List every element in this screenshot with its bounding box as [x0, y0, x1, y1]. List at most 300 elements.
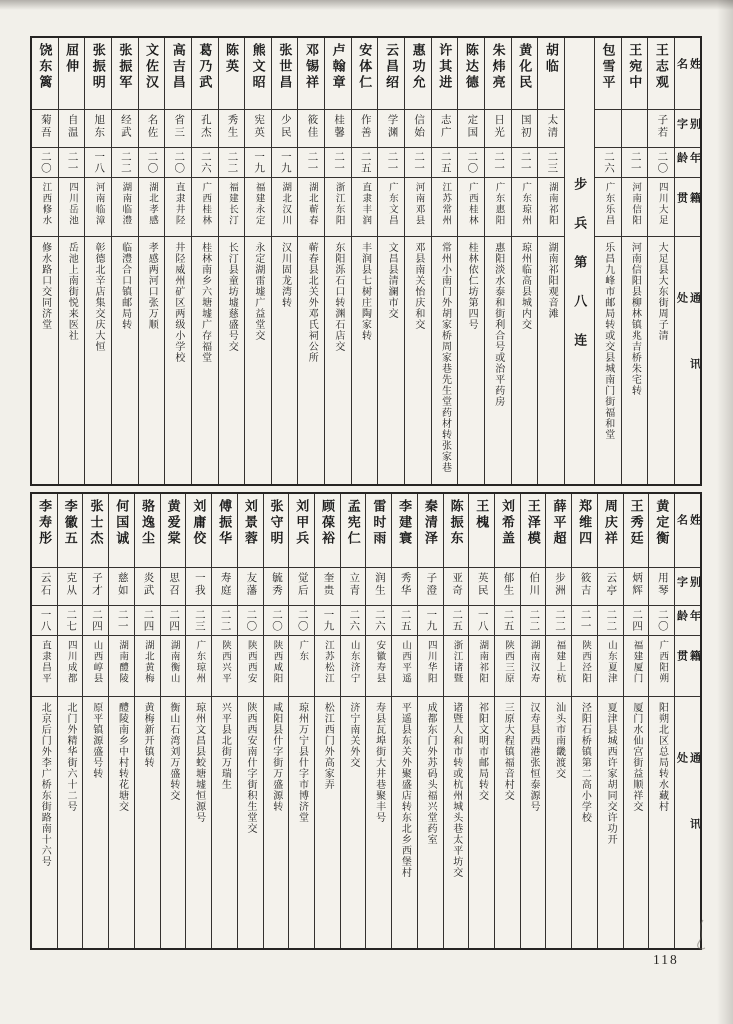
person-addr: 汕头市南畿渡交	[553, 701, 565, 779]
courtesy-name-cell	[112, 109, 138, 147]
column-heading-addr: 通讯处	[675, 292, 700, 425]
address-cell	[366, 696, 391, 948]
name-cell	[165, 38, 191, 109]
address-cell	[298, 236, 324, 484]
name-cell	[135, 494, 160, 567]
age-cell	[161, 605, 186, 635]
address-cell	[649, 696, 674, 948]
person-age: 二三	[546, 151, 558, 175]
person-name: 李寿彤	[37, 499, 53, 547]
person-origin: 湖南衡山	[168, 640, 179, 685]
person-column	[520, 494, 546, 948]
person-column	[84, 38, 111, 484]
person-addr: 三原大程镇福音村交	[502, 701, 514, 801]
origin-cell	[109, 635, 134, 696]
header-cell-age	[675, 605, 700, 635]
courtesy-name-cell	[495, 567, 520, 606]
courtesy-name-cell	[83, 567, 108, 606]
person-origin: 直隶丰润	[360, 181, 371, 226]
courtesy-name-cell	[272, 109, 298, 147]
age-cell	[341, 605, 366, 635]
person-name: 王秀廷	[628, 499, 644, 547]
person-origin: 湖北孝感	[146, 181, 157, 226]
person-age: 二一	[386, 151, 398, 175]
courtesy-name-cell	[212, 567, 237, 606]
courtesy-name-cell	[366, 567, 391, 606]
person-name: 薛平超	[551, 499, 567, 547]
person-addr: 井陉威州矿区两级小学校	[172, 242, 184, 364]
address-cell	[85, 236, 111, 484]
person-name: 刘景蓉	[242, 499, 258, 547]
courtesy-name-cell	[315, 567, 340, 606]
age-cell	[622, 147, 648, 176]
courtesy-name-cell	[32, 567, 57, 606]
person-zi: 国初	[519, 114, 531, 140]
person-column	[160, 494, 186, 948]
person-zi: 炎武	[142, 571, 154, 597]
courtesy-name-cell	[298, 109, 324, 147]
person-name: 张守明	[268, 499, 284, 547]
person-addr: 祁阳文明市邮局转交	[476, 701, 488, 801]
age-cell	[485, 147, 511, 176]
person-zi: 克从	[65, 571, 77, 597]
origin-cell	[341, 635, 366, 696]
person-age: 二六	[199, 151, 211, 175]
origin-cell	[378, 177, 404, 237]
column-heading-origin: 籍贯	[675, 191, 700, 217]
person-addr: 成都东门外苏码头福兴堂药室	[425, 701, 437, 845]
name-cell	[469, 494, 494, 567]
address-cell	[444, 696, 469, 948]
person-age: 二四	[142, 609, 154, 633]
origin-cell	[272, 177, 298, 237]
address-cell	[341, 696, 366, 948]
person-name: 黄爱棠	[165, 499, 181, 547]
person-addr: 济宁南关外交	[347, 701, 359, 768]
name-cell	[325, 38, 351, 109]
person-column	[511, 38, 538, 484]
origin-cell	[32, 177, 58, 237]
address-cell	[622, 236, 648, 484]
age-cell	[139, 147, 165, 176]
name-cell	[59, 38, 85, 109]
person-age: 一八	[476, 609, 488, 633]
age-cell	[432, 147, 458, 176]
name-cell	[341, 494, 366, 567]
person-name: 李徽五	[62, 499, 78, 547]
person-age: 一九	[279, 151, 291, 175]
address-cell	[458, 236, 484, 484]
person-zi: 筱吉	[579, 571, 591, 597]
person-name: 张世昌	[277, 43, 293, 91]
address-cell	[485, 236, 511, 484]
person-column	[377, 38, 404, 484]
address-cell	[212, 696, 237, 948]
address-cell	[245, 236, 271, 484]
origin-cell	[458, 177, 484, 237]
address-cell	[139, 236, 165, 484]
person-name: 邓锡祥	[303, 43, 319, 91]
courtesy-name-cell	[598, 567, 623, 606]
person-name: 王槐	[474, 499, 490, 531]
courtesy-name-cell	[341, 567, 366, 606]
age-cell	[112, 147, 138, 176]
person-origin: 广东文昌	[386, 181, 397, 226]
address-cell	[418, 696, 443, 948]
pen-mark	[683, 918, 709, 952]
courtesy-name-cell	[245, 109, 271, 147]
person-addr: 惠阳淡水泰和街利合号或治平药房	[492, 242, 504, 408]
person-origin: 福建长汀	[226, 181, 237, 226]
origin-cell	[58, 635, 83, 696]
origin-cell	[219, 177, 245, 237]
person-addr: 松江西门外高家弄	[322, 701, 334, 790]
person-origin: 陕西兴平	[220, 640, 231, 685]
name-cell	[298, 38, 324, 109]
person-age: 二七	[65, 609, 77, 633]
person-age: 二一	[66, 151, 78, 175]
person-name: 张士杰	[88, 499, 104, 547]
person-name: 饶东篱	[37, 43, 53, 91]
person-age: 二二	[226, 151, 238, 175]
name-cell	[58, 494, 83, 567]
person-zi: 思召	[168, 571, 180, 597]
header-cell-origin	[675, 635, 700, 696]
address-cell	[521, 696, 546, 948]
person-origin: 山东济宁	[348, 640, 359, 685]
person-addr: 桂林南乡六塘墟广存福堂	[199, 242, 211, 364]
person-column	[545, 494, 571, 948]
name-cell	[32, 38, 58, 109]
person-origin: 河南临漳	[93, 181, 104, 226]
person-addr: 衡山石湾刘万盛转交	[167, 701, 179, 801]
courtesy-name-cell	[85, 109, 111, 147]
age-cell	[315, 605, 340, 635]
person-origin: 山西平遥	[400, 640, 411, 685]
person-column	[32, 494, 57, 948]
column-heading-name: 姓名	[675, 58, 700, 89]
person-age: 二一	[579, 609, 591, 633]
person-zi: 作善	[359, 114, 371, 140]
name-cell	[512, 38, 538, 109]
name-cell	[161, 494, 186, 567]
person-zi: 桂馨	[333, 114, 345, 140]
age-cell	[219, 147, 245, 176]
origin-cell	[444, 635, 469, 696]
person-age: 二三	[193, 609, 205, 633]
name-cell	[192, 38, 218, 109]
origin-cell	[624, 635, 649, 696]
person-column	[494, 494, 520, 948]
age-cell	[192, 147, 218, 176]
person-column	[111, 38, 138, 484]
person-origin: 广西阳朔	[657, 640, 668, 685]
courtesy-name-cell	[622, 109, 648, 147]
person-age: 二五	[359, 151, 371, 175]
person-addr: 长汀县童坊墟慈盛号交	[226, 242, 238, 353]
address-cell	[32, 696, 57, 948]
origin-cell	[59, 177, 85, 237]
person-addr: 彰德北辛店集交庆大恒	[92, 242, 104, 353]
person-name: 刘庸佼	[191, 499, 207, 547]
header-cell-addr	[675, 696, 700, 948]
person-age: 二一	[493, 151, 505, 175]
address-cell	[135, 696, 160, 948]
person-column	[468, 494, 494, 948]
name-cell	[85, 38, 111, 109]
person-name: 刘甲兵	[294, 499, 310, 547]
person-age: 二二	[528, 609, 540, 633]
person-origin: 广东惠阳	[493, 181, 504, 226]
person-addr: 北京后门外李广桥东街路南十六号	[39, 701, 51, 867]
origin-cell	[572, 635, 597, 696]
name-cell	[649, 494, 674, 567]
person-addr: 醴陵南乡中村转花塘交	[116, 701, 128, 812]
person-age: 二一	[333, 151, 345, 175]
courtesy-name-cell	[264, 567, 289, 606]
name-cell	[186, 494, 211, 567]
person-addr: 常州小南门外胡家桥周家巷先生堂药材转张家巷	[439, 242, 451, 474]
person-zi: 云石	[39, 571, 51, 597]
person-column	[391, 494, 417, 948]
person-name: 黄定衡	[654, 499, 670, 547]
header-cell-age	[675, 147, 700, 176]
courtesy-name-cell	[238, 567, 263, 606]
name-cell	[112, 38, 138, 109]
origin-cell	[83, 635, 108, 696]
person-zi: 立青	[348, 571, 360, 597]
name-cell	[315, 494, 340, 567]
person-addr: 寿县瓦埠街大井巷聚丰号	[373, 701, 385, 823]
courtesy-name-cell	[469, 567, 494, 606]
person-column	[647, 38, 674, 484]
person-column	[365, 494, 391, 948]
name-cell	[32, 494, 57, 567]
person-addr: 兴平县北街万瑞生	[219, 701, 231, 790]
person-origin: 山东夏津	[605, 640, 616, 685]
person-zi: 自温	[66, 114, 78, 140]
person-age: 二四	[91, 609, 103, 633]
person-age: 一九	[253, 151, 265, 175]
person-column	[134, 494, 160, 948]
origin-cell	[432, 177, 458, 237]
person-age: 二二	[119, 151, 131, 175]
person-addr: 乐昌九峰市邮局转或交县城南门街福和堂	[602, 242, 614, 441]
person-zi: 云亭	[605, 571, 617, 597]
person-age: 二五	[451, 609, 463, 633]
courtesy-name-cell	[458, 109, 484, 147]
person-name: 顾葆裕	[319, 499, 335, 547]
person-name: 周庆祥	[602, 499, 618, 547]
person-age: 二五	[502, 609, 514, 633]
name-cell	[219, 38, 245, 109]
person-name: 何国诚	[114, 499, 130, 547]
person-column	[237, 494, 263, 948]
person-addr: 蕲春县北关外邓氏祠公所	[306, 242, 318, 364]
age-cell	[546, 605, 571, 635]
person-addr: 夏津县城西许家胡同交许功开	[605, 701, 617, 845]
age-cell	[352, 147, 378, 176]
person-name: 王泽模	[525, 499, 541, 547]
address-cell	[546, 696, 571, 948]
person-zi: 慈如	[116, 571, 128, 597]
name-cell	[538, 38, 564, 109]
address-cell	[512, 236, 538, 484]
person-addr: 琼州临高县城内交	[519, 242, 531, 331]
age-cell	[521, 605, 546, 635]
name-cell	[366, 494, 391, 567]
person-age: 二二	[605, 609, 617, 633]
origin-cell	[392, 635, 417, 696]
person-column	[594, 38, 621, 484]
person-age: 二四	[168, 609, 180, 633]
person-name: 李建寰	[397, 499, 413, 547]
name-cell	[458, 38, 484, 109]
person-origin: 湖南汉寿	[528, 640, 539, 685]
age-cell	[186, 605, 211, 635]
person-name: 熊文昭	[250, 43, 266, 91]
origin-cell	[298, 177, 324, 237]
person-age: 二〇	[656, 609, 668, 633]
person-age: 二二	[553, 609, 565, 633]
person-origin: 陕西西安	[245, 640, 256, 685]
person-addr: 大足县大东街周子清	[656, 242, 668, 342]
name-cell	[352, 38, 378, 109]
person-column	[623, 494, 649, 948]
person-name: 张振军	[117, 43, 133, 91]
courtesy-name-cell	[161, 567, 186, 606]
section-label: 步兵第八连	[572, 176, 588, 372]
header-cell-zi	[675, 109, 700, 147]
person-addr: 湖南祁阳观音滩	[546, 242, 558, 320]
address-cell	[325, 236, 351, 484]
person-column	[271, 38, 298, 484]
column-heading-addr: 通讯处	[675, 751, 700, 884]
age-cell	[444, 605, 469, 635]
age-cell	[32, 605, 57, 635]
person-addr: 琼州文昌县蛟塘墟恒源号	[193, 701, 205, 823]
person-origin: 河南信阳	[630, 181, 641, 226]
age-cell	[58, 605, 83, 635]
person-name: 黄化民	[517, 43, 533, 91]
address-cell	[186, 696, 211, 948]
origin-cell	[85, 177, 111, 237]
origin-cell	[32, 635, 57, 696]
age-cell	[32, 147, 58, 176]
person-age: 二〇	[296, 609, 308, 633]
person-name: 屈伸	[64, 43, 80, 75]
address-cell	[59, 236, 85, 484]
person-addr: 北门外精华街六十二号	[65, 701, 77, 812]
person-zi: 太清	[546, 114, 558, 140]
person-column	[138, 38, 165, 484]
person-zi: 信始	[413, 114, 425, 140]
person-origin: 直隶昌平	[40, 640, 50, 685]
person-zi: 秀生	[226, 114, 238, 140]
address-cell	[538, 236, 564, 484]
person-column	[484, 38, 511, 484]
header-column	[674, 494, 700, 948]
person-age: 二一	[413, 151, 425, 175]
courtesy-name-cell	[432, 109, 458, 147]
person-column	[340, 494, 366, 948]
address-cell	[648, 236, 674, 484]
courtesy-name-cell	[59, 109, 85, 147]
person-origin: 广东琼州	[194, 640, 205, 685]
person-origin: 湖南醴陵	[117, 640, 128, 685]
person-name: 朱炜亮	[490, 43, 506, 91]
person-age: 二〇	[466, 151, 478, 175]
address-cell	[315, 696, 340, 948]
person-addr: 丰润县七树庄陶家转	[359, 242, 371, 342]
person-zi: 学渊	[386, 114, 398, 140]
age-cell	[572, 605, 597, 635]
person-addr: 琼州万宁县什字市博济堂	[296, 701, 308, 823]
address-cell	[405, 236, 431, 484]
address-cell	[58, 696, 83, 948]
person-zi: 步洲	[553, 571, 565, 597]
person-zi: 少民	[279, 114, 291, 140]
person-name: 云昌绍	[383, 43, 399, 91]
name-cell	[624, 494, 649, 567]
age-cell	[289, 605, 314, 635]
person-zi: 旭东	[93, 114, 105, 140]
person-zi: 子澄	[425, 571, 437, 597]
person-column	[648, 494, 674, 948]
age-cell	[378, 147, 404, 176]
courtesy-name-cell	[135, 567, 160, 606]
person-column	[621, 38, 648, 484]
origin-cell	[405, 177, 431, 237]
person-column	[351, 38, 378, 484]
address-cell	[109, 696, 134, 948]
person-origin: 湖北汉川	[280, 181, 291, 226]
courtesy-name-cell	[595, 109, 621, 147]
person-column	[58, 38, 85, 484]
age-cell	[238, 605, 263, 635]
person-addr: 汉寿县西港张恒泰源号	[527, 701, 539, 812]
courtesy-name-cell	[546, 567, 571, 606]
age-cell	[392, 605, 417, 635]
origin-cell	[238, 635, 263, 696]
origin-cell	[352, 177, 378, 237]
person-origin: 福建厦门	[631, 640, 642, 685]
age-cell	[212, 605, 237, 635]
address-cell	[238, 696, 263, 948]
column-heading-age: 年龄	[675, 152, 700, 168]
person-addr: 桂林依仁坊第四号	[466, 242, 478, 331]
person-addr: 诸暨人和市转或杭州城头巷太平坊交	[450, 701, 462, 878]
person-addr: 孝感两河口张万顺	[146, 242, 158, 331]
address-cell	[112, 236, 138, 484]
origin-cell	[595, 177, 621, 237]
person-zi: 子若	[656, 114, 668, 140]
age-cell	[595, 147, 621, 176]
name-cell	[418, 494, 443, 567]
age-cell	[298, 147, 324, 176]
courtesy-name-cell	[444, 567, 469, 606]
address-cell	[595, 236, 621, 484]
name-cell	[595, 38, 621, 109]
origin-cell	[598, 635, 623, 696]
origin-cell	[289, 635, 314, 696]
person-name: 包雪平	[600, 43, 616, 91]
courtesy-name-cell	[109, 567, 134, 606]
person-addr: 河南信阳县柳林镇兆吉桥朱宅转	[629, 242, 641, 397]
header-cell-zi	[675, 567, 700, 606]
origin-cell	[139, 177, 165, 237]
name-cell	[432, 38, 458, 109]
